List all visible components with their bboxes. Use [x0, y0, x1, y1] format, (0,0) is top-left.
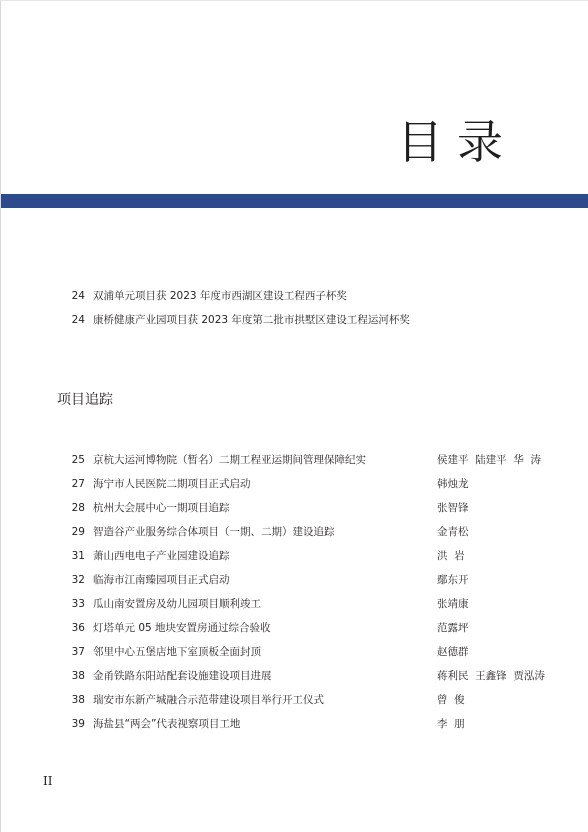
toc-entry-title: 京杭大运河博物院（暂名）二期工程亚运期间管理保障纪实 — [93, 454, 366, 466]
toc-entry-title: 邻里中心五堡店地下室顶板全面封顶 — [93, 646, 261, 658]
toc-entry-page: 38 — [71, 694, 85, 706]
toc-entry-author: 韩烛龙 — [437, 478, 469, 490]
toc-entry-page: 29 — [71, 526, 85, 538]
toc-entry-author: 鄢东开 — [437, 574, 469, 586]
toc-entry-page: 39 — [71, 718, 85, 730]
toc-entry-page: 33 — [71, 598, 85, 610]
toc-entry-page: 24 — [71, 290, 85, 302]
section-heading: 项目追踪 — [57, 392, 113, 408]
toc-entry[interactable] — [1, 690, 588, 710]
toc-entry-title: 双浦单元项目获 2023 年度市西湖区建设工程西子杯奖 — [93, 290, 347, 302]
toc-entry[interactable] — [1, 642, 588, 662]
toc-entry-title: 智造谷产业服务综合体项目（一期、二期）建设追踪 — [93, 526, 335, 538]
toc-entry-page: 27 — [71, 478, 85, 490]
toc-entry[interactable] — [1, 522, 588, 542]
toc-entry[interactable] — [1, 450, 588, 470]
toc-entry-page: 32 — [71, 574, 85, 586]
toc-entry[interactable] — [1, 474, 588, 494]
toc-entry-page: 38 — [71, 670, 85, 682]
toc-entry[interactable] — [1, 310, 588, 330]
toc-entry-title: 瓜山南安置房及幼儿园项目顺利竣工 — [93, 598, 261, 610]
toc-entry-page: 37 — [71, 646, 85, 658]
toc-entry[interactable] — [1, 666, 588, 686]
toc-entry-author: 金青松 — [437, 526, 469, 538]
toc-entry-title: 金甬铁路东阳站配套设施建设项目进展 — [93, 670, 272, 682]
toc-entry[interactable] — [1, 286, 588, 306]
toc-entry-title: 瑞安市东新产城融合示范带建设项目举行开工仪式 — [93, 694, 324, 706]
toc-entry-author: 曾 俊 — [437, 694, 465, 706]
toc-entry[interactable] — [1, 714, 588, 734]
toc-entry-title: 海盐县“两会”代表视察项目工地 — [93, 718, 241, 730]
toc-entry-author: 张智锋 — [437, 502, 469, 514]
toc-entry-page: 28 — [71, 502, 85, 514]
toc-entry-title: 灯塔单元 05 地块安置房通过综合验收 — [93, 622, 271, 634]
toc-entry-title: 杭州大会展中心一期项目追踪 — [93, 502, 230, 514]
toc-entry-page: 31 — [71, 550, 85, 562]
toc-entry-author: 李 朋 — [437, 718, 465, 730]
toc-entry-page: 36 — [71, 622, 85, 634]
toc-entry-title: 康桥健康产业园项目获 2023 年度第二批市拱墅区建设工程运河杯奖 — [93, 314, 410, 326]
page-title: 目录 — [397, 115, 517, 169]
toc-entry[interactable] — [1, 498, 588, 518]
toc-entry-author: 侯建平 陆建平 华 涛 — [437, 454, 542, 466]
toc-entry[interactable] — [1, 594, 588, 614]
toc-entry-author: 张靖康 — [437, 598, 469, 610]
header-accent-bar — [1, 194, 588, 208]
toc-entry-title: 萧山西电电子产业园建设追踪 — [93, 550, 230, 562]
toc-entry-title: 海宁市人民医院二期项目正式启动 — [93, 478, 251, 490]
toc-entry-page: 24 — [71, 314, 85, 326]
toc-entry-author: 范露坪 — [437, 622, 469, 634]
toc-entry[interactable] — [1, 570, 588, 590]
toc-entry-author: 洪 岩 — [437, 550, 465, 562]
page-number: II — [43, 774, 53, 788]
toc-entry-author: 赵德群 — [437, 646, 469, 658]
toc-entry[interactable] — [1, 546, 588, 566]
toc-entry-author: 蒋利民 王鑫锋 贾泓涛 — [437, 670, 545, 682]
toc-entry[interactable] — [1, 618, 588, 638]
toc-entry-page: 25 — [71, 454, 85, 466]
toc-entry-title: 临海市江南臻园项目正式启动 — [93, 574, 230, 586]
